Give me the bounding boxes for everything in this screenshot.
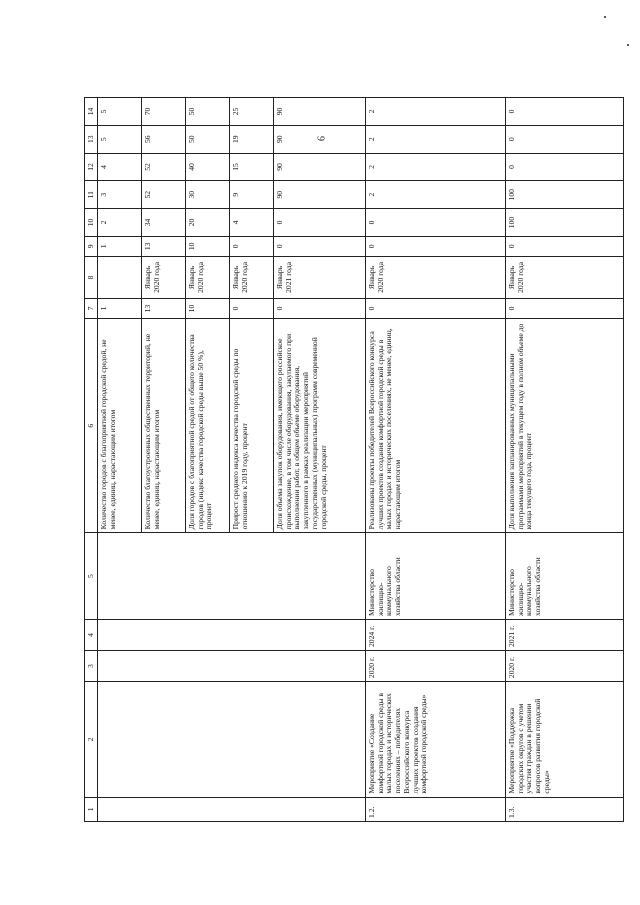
cell-value: 0	[506, 125, 624, 153]
cell-value: 0	[366, 209, 506, 237]
cell-base-date: Январь 2020 года	[142, 256, 186, 298]
cell-indicator: Реализованы проекты победителей Всероссийского конкурса лучших проектов создания комфортной городской среды в малых городах и исторических поселениях, не менее, единиц, нарастающим итогом	[366, 319, 506, 533]
cell-start-year: 2020 г.	[506, 651, 624, 682]
cell-end-year	[98, 619, 366, 650]
col-header: 13	[85, 125, 98, 153]
col-header: 10	[85, 209, 98, 237]
cell-start-year	[98, 651, 366, 682]
cell-value: 1	[98, 236, 142, 256]
cell-value: 70	[142, 98, 186, 126]
cell-value: 2	[366, 153, 506, 181]
scan-speck	[627, 44, 629, 46]
cell-value: 52	[142, 153, 186, 181]
cell-value: 0	[274, 209, 366, 237]
cell-value: 2	[366, 98, 506, 126]
cell-event-name	[98, 682, 366, 797]
cell-value: 50	[186, 125, 230, 153]
cell-value: 4	[98, 153, 142, 181]
cell-base: 13	[142, 299, 186, 319]
cell-value: 3	[98, 181, 142, 209]
cell-base-date	[98, 256, 142, 298]
cell-value: 100	[506, 181, 624, 209]
column-number-row	[85, 98, 98, 822]
cell-item-number	[98, 797, 366, 821]
col-header: 5	[85, 533, 98, 620]
cell-base: 0	[366, 299, 506, 319]
col-header: 2	[85, 682, 98, 797]
cell-value: 90	[274, 98, 366, 126]
cell-value: 0	[506, 236, 624, 256]
col-header: 1	[85, 797, 98, 821]
cell-indicator: Прирост среднего индекса качества городской среды по отношению к 2019 году, процент	[230, 319, 274, 533]
col-header: 4	[85, 619, 98, 650]
cell-value: 34	[142, 209, 186, 237]
cell-value: 4	[230, 209, 274, 237]
cell-value: 52	[142, 181, 186, 209]
cell-value: 90	[274, 181, 366, 209]
col-header: 12	[85, 153, 98, 181]
cell-value: 0	[230, 236, 274, 256]
table-row	[366, 98, 506, 822]
cell-value: 5	[98, 125, 142, 153]
cell-end-year: 2021 г.	[506, 619, 624, 650]
cell-base: 0	[274, 299, 366, 319]
cell-indicator: Количество благоустроенных общественных территорий, не менее, единиц, нарастающим итогом	[142, 319, 186, 533]
cell-value: 9	[230, 181, 274, 209]
cell-event-name: Мероприятие «Создание комфортной городской среды в малых городах и исторических поселениях – победителях Всероссийского конкурса лучших проектов создания комфортной городской среды»	[366, 682, 506, 797]
cell-event-name: Мероприятие «Поддержка городских округов с учетом участия граждан в решении вопросов развития городской среды»	[506, 682, 624, 797]
cell-value: 15	[230, 153, 274, 181]
col-header: 8	[85, 256, 98, 298]
page-number: 9	[314, 136, 326, 141]
cell-start-year: 2020 г.	[366, 651, 506, 682]
cell-base: 0	[230, 299, 274, 319]
cell-value: 30	[186, 181, 230, 209]
indicators-table	[84, 97, 624, 822]
cell-value: 100	[506, 209, 624, 237]
cell-value: 5	[98, 98, 142, 126]
cell-value: 13	[142, 236, 186, 256]
cell-base-date: Январь 2020 года	[230, 256, 274, 298]
cell-value: 19	[230, 125, 274, 153]
cell-executor: Министерство жилищно-коммунального хозяйства области	[366, 533, 506, 620]
cell-indicator: Доля городов с благоприятной средой от общего количества городов (индекс качества городской среды выше 50 %), процент	[186, 319, 230, 533]
cell-base-date: Январь 2021 года	[274, 256, 366, 298]
col-header: 14	[85, 98, 98, 126]
col-header: 6	[85, 319, 98, 533]
cell-value: 0	[366, 236, 506, 256]
col-header: 7	[85, 299, 98, 319]
cell-indicator: Доля объема закупок оборудования, имеющего российское происхождение, в том числе оборудования, закупаемого при выполнении работ, в общем объеме оборудования, закупленного в рамках реализации мероприятий государственных (муниципальных) программ современной городской среды, процент	[274, 319, 366, 533]
col-header: 3	[85, 651, 98, 682]
cell-end-year: 2024 г.	[366, 619, 506, 650]
table-row	[98, 98, 142, 822]
cell-indicator: Доля выполнения запланированных муниципальными программами мероприятий в текущем году в полном объеме до конца текущего года, процент	[506, 319, 624, 533]
table-row	[506, 98, 624, 822]
cell-item-number: 1.2.	[366, 797, 506, 821]
cell-value: 0	[506, 98, 624, 126]
cell-value: 90	[274, 153, 366, 181]
rotated-table-page	[84, 97, 551, 822]
cell-value: 0	[274, 236, 366, 256]
cell-value: 90	[274, 125, 366, 153]
cell-executor: Министерство жилищно-коммунального хозяйства области	[506, 533, 624, 620]
cell-base-date: Январь 2020 года	[186, 256, 230, 298]
cell-value: 20	[186, 209, 230, 237]
cell-value: 2	[366, 125, 506, 153]
cell-executor	[98, 533, 366, 620]
cell-indicator: Количество городов с благоприятной городской средой, не менее, единиц, нарастающим итогом	[98, 319, 142, 533]
col-header: 11	[85, 181, 98, 209]
cell-value: 2	[98, 209, 142, 237]
scan-speck	[604, 16, 606, 18]
cell-value: 40	[186, 153, 230, 181]
cell-value: 2	[366, 181, 506, 209]
cell-base: 10	[186, 299, 230, 319]
cell-value: 56	[142, 125, 186, 153]
col-header: 9	[85, 236, 98, 256]
cell-base-date: Январь 2020 года	[506, 256, 624, 298]
cell-value: 10	[186, 236, 230, 256]
cell-value: 25	[230, 98, 274, 126]
cell-base-date: Январь 2020 года	[366, 256, 506, 298]
cell-base: 0	[506, 299, 624, 319]
cell-value: 50	[186, 98, 230, 126]
cell-value: 0	[506, 153, 624, 181]
cell-item-number: 1.3.	[506, 797, 624, 821]
cell-base: 1	[98, 299, 142, 319]
